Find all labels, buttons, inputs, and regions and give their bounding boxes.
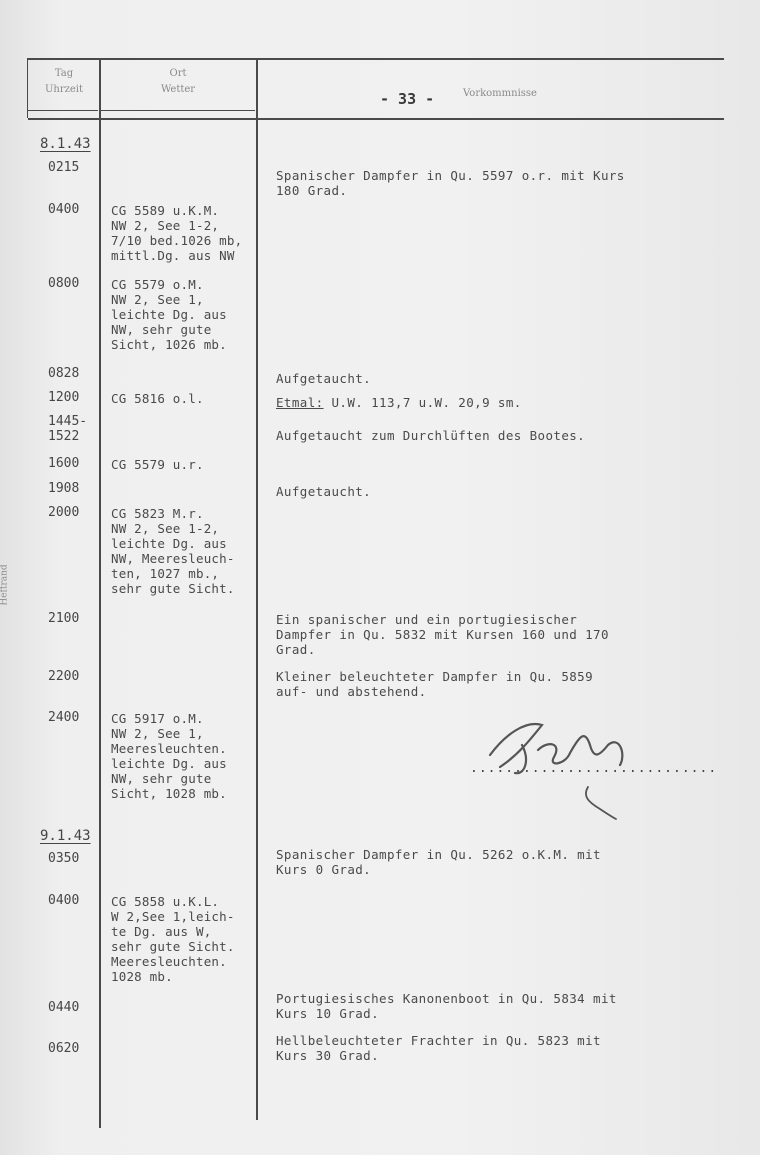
entry-time: 0400 [48,893,80,908]
entry-place-weather: CG 5589 u.K.M. NW 2, See 1-2, 7/10 bed.1026 mb, mittl.Dg. aus NW [111,203,243,263]
date-label: 9.1.43 [40,828,91,844]
entry-event: Aufgetaucht. [276,371,372,386]
entry-event: Kleiner beleuchteter Dampfer in Qu. 5859 auf- und abstehend. [276,669,594,699]
entry-time: 0215 [48,160,80,175]
entry-event: Aufgetaucht zum Durchlüften des Bootes. [276,428,586,443]
header-bottom-rule [28,118,724,120]
entry-time: 2100 [48,611,80,626]
entry-time: 2200 [48,669,80,684]
etmal-label: Etmal: [276,395,324,410]
subheader-rule [28,110,98,111]
entry-event: Hellbeleuchteter Frachter in Qu. 5823 mit Kurs 30 Grad. [276,1033,601,1063]
entry-place-weather: CG 5579 u.r. [111,457,204,472]
entry-time: 0800 [48,276,80,291]
entry-time: 1200 [48,390,80,405]
header-time-label: Uhrzeit [44,84,84,95]
margin-note: Heftrand [0,564,10,606]
header-day-label: Tag [54,68,74,79]
entry-place-weather: CG 5917 o.M. NW 2, See 1, Meeresleuchten. leichte Dg. aus NW, sehr gute Sicht, 1028 mb. [111,711,227,801]
entry-time: 0828 [48,366,80,381]
entry-time: 1600 [48,456,80,471]
header-top-rule [28,58,724,60]
entry-event: Spanischer Dampfer in Qu. 5262 o.K.M. mit Kurs 0 Grad. [276,847,601,877]
entry-event: Aufgetaucht. [276,484,372,499]
entry-time: 0350 [48,851,80,866]
entry-time: 2400 [48,710,80,725]
subheader-rule-2 [101,110,255,111]
header-place-weather [102,66,254,98]
entry-event: Ein spanischer und ein portugiesischer Dampfer in Qu. 5832 mit Kursen 160 und 170 Grad. [276,612,609,657]
entry-time: 0440 [48,1000,80,1015]
entry-time: 1445- 1522 [48,414,88,444]
entry-event: Portugiesisches Kanonenboot in Qu. 5834 mit Kurs 10 Grad. [276,991,617,1021]
header-weather-label: Wetter [160,84,196,95]
page-number: - 33 - [380,90,435,108]
signature-line: ............................ [470,761,718,776]
header-day-time [30,66,98,98]
entry-time: 2000 [48,505,80,520]
header-events-label: Vorkommnisse [463,88,537,99]
entry-event: Spanischer Dampfer in Qu. 5597 o.r. mit Kurs 180 Grad. [276,168,625,198]
entry-place-weather: CG 5858 u.K.L. W 2,See 1,leich- te Dg. aus W, sehr gute Sicht. Meeresleuchten. 1028 mb. [111,894,235,984]
column-rule-left [27,58,28,118]
header-place-label: Ort [169,68,187,79]
entry-place-weather: CG 5823 M.r. NW 2, See 1-2, leichte Dg. aus NW, Meeresleuch- ten, 1027 mb., sehr gute Sicht. [111,506,235,596]
date-label: 8.1.43 [40,136,91,152]
entry-event [276,395,716,410]
entry-place-weather: CG 5816 o.l. [111,391,204,406]
column-rule-1 [99,58,101,1128]
etmal-value: U.W. 113,7 u.W. 20,9 sm. [323,395,522,410]
entry-time: 0400 [48,202,80,217]
entry-time: 0620 [48,1041,80,1056]
entry-time: 1908 [48,481,80,496]
entry-place-weather: CG 5579 o.M. NW 2, See 1, leichte Dg. aus NW, sehr gute Sicht, 1026 mb. [111,277,227,352]
